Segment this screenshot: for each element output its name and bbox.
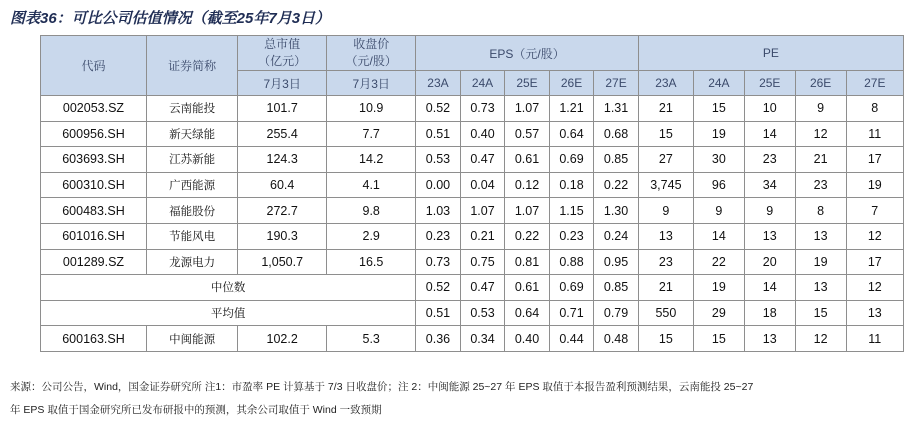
header-eps-year: 26E: [549, 71, 594, 96]
cell-eps: 0.53: [416, 147, 461, 173]
cell-name: 新天绿能: [147, 121, 238, 147]
cell-pe: 13: [638, 223, 693, 249]
header-mktcap-line2: （亿元）: [258, 54, 307, 68]
cell-name: 节能风电: [147, 223, 238, 249]
cell-eps: 0.64: [549, 121, 594, 147]
table-row: [41, 96, 904, 122]
cell-pe: 13: [846, 300, 903, 326]
header-pe: PE: [638, 36, 903, 71]
cell-pe: 12: [795, 121, 846, 147]
average-row-label: 平均值: [41, 300, 416, 326]
cell-eps: 0.52: [416, 275, 461, 301]
cell-eps: 0.36: [416, 326, 461, 352]
cell-pe: 11: [846, 121, 903, 147]
cell-name: 广西能源: [147, 172, 238, 198]
cell-pe: 8: [846, 96, 903, 122]
average-row: [41, 300, 904, 326]
cell-eps: 0.00: [416, 172, 461, 198]
cell-eps: 1.30: [594, 198, 639, 224]
cell-pe: 14: [693, 223, 744, 249]
cell-eps: 0.51: [416, 121, 461, 147]
cell-pe: 19: [693, 121, 744, 147]
cell-eps: 1.21: [549, 96, 594, 122]
cell-eps: 0.34: [460, 326, 505, 352]
cell-eps: 0.47: [460, 147, 505, 173]
cell-pe: 23: [795, 172, 846, 198]
cell-eps: 0.24: [594, 223, 639, 249]
cell-eps: 0.23: [416, 223, 461, 249]
cell-eps: 1.07: [505, 198, 550, 224]
cell-code: 600310.SH: [41, 172, 147, 198]
cell-eps: 0.69: [549, 147, 594, 173]
cell-code: 601016.SH: [41, 223, 147, 249]
cell-name: 中闽能源: [147, 326, 238, 352]
cell-eps: 0.40: [505, 326, 550, 352]
cell-pe: 8: [795, 198, 846, 224]
cell-pe: 9: [638, 198, 693, 224]
table-title: 图表36：可比公司估值情况（截至25年7月3日）: [10, 10, 331, 27]
cell-eps: 0.69: [549, 275, 594, 301]
cell-eps: 0.44: [549, 326, 594, 352]
header-eps-year: 25E: [505, 71, 550, 96]
header-eps-year: 24A: [460, 71, 505, 96]
cell-pe: 3,745: [638, 172, 693, 198]
cell-eps: 0.61: [505, 147, 550, 173]
cell-eps: 0.85: [594, 147, 639, 173]
footnote-line1: 来源：公司公告，Wind，国金证券研究所 注1：市盈率 PE 计算基于 7/3 日收盘价；注 2：中闽能源 25~27 年 EPS 取值于本报告盈利预测结果，云南能投 25~27: [10, 381, 754, 393]
footnote-line2: 年 EPS 取值于国金研究所已发布研报中的预测，其余公司取值于 Wind 一致预期: [10, 404, 382, 416]
cell-pe: 14: [744, 275, 795, 301]
cell-eps: 0.61: [505, 275, 550, 301]
header-close-line2: （元/股）: [345, 54, 397, 68]
cell-eps: 0.73: [416, 249, 461, 275]
cell-pe: 15: [693, 96, 744, 122]
header-pe-year: 25E: [744, 71, 795, 96]
cell-mktcap: 60.4: [238, 172, 327, 198]
table-row: [41, 198, 904, 224]
cell-close: 2.9: [327, 223, 416, 249]
table-row: [41, 172, 904, 198]
header-date-mktcap: 7月3日: [238, 71, 327, 96]
cell-eps: 0.51: [416, 300, 461, 326]
header-code: 代码: [41, 36, 147, 96]
header-mktcap: [238, 36, 327, 71]
cell-name: 龙源电力: [147, 249, 238, 275]
cell-pe: 13: [744, 223, 795, 249]
cell-pe: 30: [693, 147, 744, 173]
header-eps: EPS（元/股）: [416, 36, 639, 71]
cell-pe: 7: [846, 198, 903, 224]
cell-pe: 15: [638, 121, 693, 147]
cell-close: 5.3: [327, 326, 416, 352]
cell-mktcap: 101.7: [238, 96, 327, 122]
header-eps-year: 27E: [594, 71, 639, 96]
footnote: [10, 376, 922, 422]
cell-close: 9.8: [327, 198, 416, 224]
cell-name: 江苏新能: [147, 147, 238, 173]
cell-pe: 550: [638, 300, 693, 326]
cell-mktcap: 272.7: [238, 198, 327, 224]
table-row: [41, 249, 904, 275]
median-row: [41, 275, 904, 301]
cell-pe: 29: [693, 300, 744, 326]
cell-eps: 1.31: [594, 96, 639, 122]
cell-pe: 9: [744, 198, 795, 224]
cell-eps: 0.71: [549, 300, 594, 326]
cell-eps: 0.79: [594, 300, 639, 326]
cell-mktcap: 255.4: [238, 121, 327, 147]
cell-code: 002053.SZ: [41, 96, 147, 122]
cell-eps: 0.68: [594, 121, 639, 147]
cell-pe: 9: [795, 96, 846, 122]
cell-code: 001289.SZ: [41, 249, 147, 275]
cell-eps: 0.53: [460, 300, 505, 326]
cell-pe: 15: [693, 326, 744, 352]
cell-code: 600483.SH: [41, 198, 147, 224]
cell-pe: 34: [744, 172, 795, 198]
cell-close: 4.1: [327, 172, 416, 198]
cell-name: 福能股份: [147, 198, 238, 224]
cell-pe: 23: [744, 147, 795, 173]
cell-eps: 1.07: [505, 96, 550, 122]
cell-eps: 0.47: [460, 275, 505, 301]
cell-eps: 1.07: [460, 198, 505, 224]
table-row: [41, 147, 904, 173]
cell-eps: 0.48: [594, 326, 639, 352]
cell-eps: 0.95: [594, 249, 639, 275]
cell-eps: 0.23: [549, 223, 594, 249]
header-eps-year: 23A: [416, 71, 461, 96]
cell-pe: 23: [638, 249, 693, 275]
cell-close: 7.7: [327, 121, 416, 147]
cell-eps: 0.57: [505, 121, 550, 147]
header-pe-year: 23A: [638, 71, 693, 96]
cell-eps: 0.12: [505, 172, 550, 198]
cell-name: 云南能投: [147, 96, 238, 122]
cell-pe: 21: [638, 275, 693, 301]
cell-eps: 0.04: [460, 172, 505, 198]
cell-close: 10.9: [327, 96, 416, 122]
header-date-close: 7月3日: [327, 71, 416, 96]
header-name: 证券简称: [147, 36, 238, 96]
cell-code: 603693.SH: [41, 147, 147, 173]
cell-eps: 0.22: [505, 223, 550, 249]
cell-eps: 0.75: [460, 249, 505, 275]
cell-eps: 0.81: [505, 249, 550, 275]
cell-pe: 13: [795, 223, 846, 249]
cell-eps: 0.52: [416, 96, 461, 122]
header-pe-year: 27E: [846, 71, 903, 96]
valuation-table: [40, 35, 904, 352]
cell-mktcap: 190.3: [238, 223, 327, 249]
cell-eps: 0.18: [549, 172, 594, 198]
cell-pe: 15: [638, 326, 693, 352]
cell-mktcap: 124.3: [238, 147, 327, 173]
cell-pe: 13: [795, 275, 846, 301]
cell-pe: 19: [846, 172, 903, 198]
cell-pe: 14: [744, 121, 795, 147]
cell-pe: 19: [795, 249, 846, 275]
cell-code: 600956.SH: [41, 121, 147, 147]
cell-pe: 12: [795, 326, 846, 352]
table-row: [41, 223, 904, 249]
header-pe-year: 24A: [693, 71, 744, 96]
cell-pe: 17: [846, 147, 903, 173]
cell-eps: 0.85: [594, 275, 639, 301]
median-row-label: 中位数: [41, 275, 416, 301]
header-close-line1: 收盘价: [353, 37, 390, 51]
cell-pe: 9: [693, 198, 744, 224]
header-close: [327, 36, 416, 71]
cell-mktcap: 1,050.7: [238, 249, 327, 275]
cell-eps: 0.40: [460, 121, 505, 147]
cell-pe: 10: [744, 96, 795, 122]
cell-eps: 1.15: [549, 198, 594, 224]
cell-eps: 0.88: [549, 249, 594, 275]
cell-eps: 0.22: [594, 172, 639, 198]
cell-pe: 17: [846, 249, 903, 275]
cell-pe: 11: [846, 326, 903, 352]
cell-pe: 20: [744, 249, 795, 275]
cell-eps: 0.21: [460, 223, 505, 249]
cell-pe: 22: [693, 249, 744, 275]
cell-eps: 1.03: [416, 198, 461, 224]
cell-mktcap: 102.2: [238, 326, 327, 352]
cell-eps: 0.64: [505, 300, 550, 326]
cell-pe: 96: [693, 172, 744, 198]
cell-code: 600163.SH: [41, 326, 147, 352]
cell-close: 14.2: [327, 147, 416, 173]
header-pe-year: 26E: [795, 71, 846, 96]
cell-pe: 27: [638, 147, 693, 173]
cell-pe: 18: [744, 300, 795, 326]
cell-close: 16.5: [327, 249, 416, 275]
cell-pe: 21: [795, 147, 846, 173]
cell-pe: 19: [693, 275, 744, 301]
header-mktcap-line1: 总市值: [264, 37, 301, 51]
table-row: [41, 121, 904, 147]
cell-eps: 0.73: [460, 96, 505, 122]
table-row: [41, 326, 904, 352]
cell-pe: 15: [795, 300, 846, 326]
cell-pe: 12: [846, 275, 903, 301]
cell-pe: 13: [744, 326, 795, 352]
cell-pe: 21: [638, 96, 693, 122]
cell-pe: 12: [846, 223, 903, 249]
